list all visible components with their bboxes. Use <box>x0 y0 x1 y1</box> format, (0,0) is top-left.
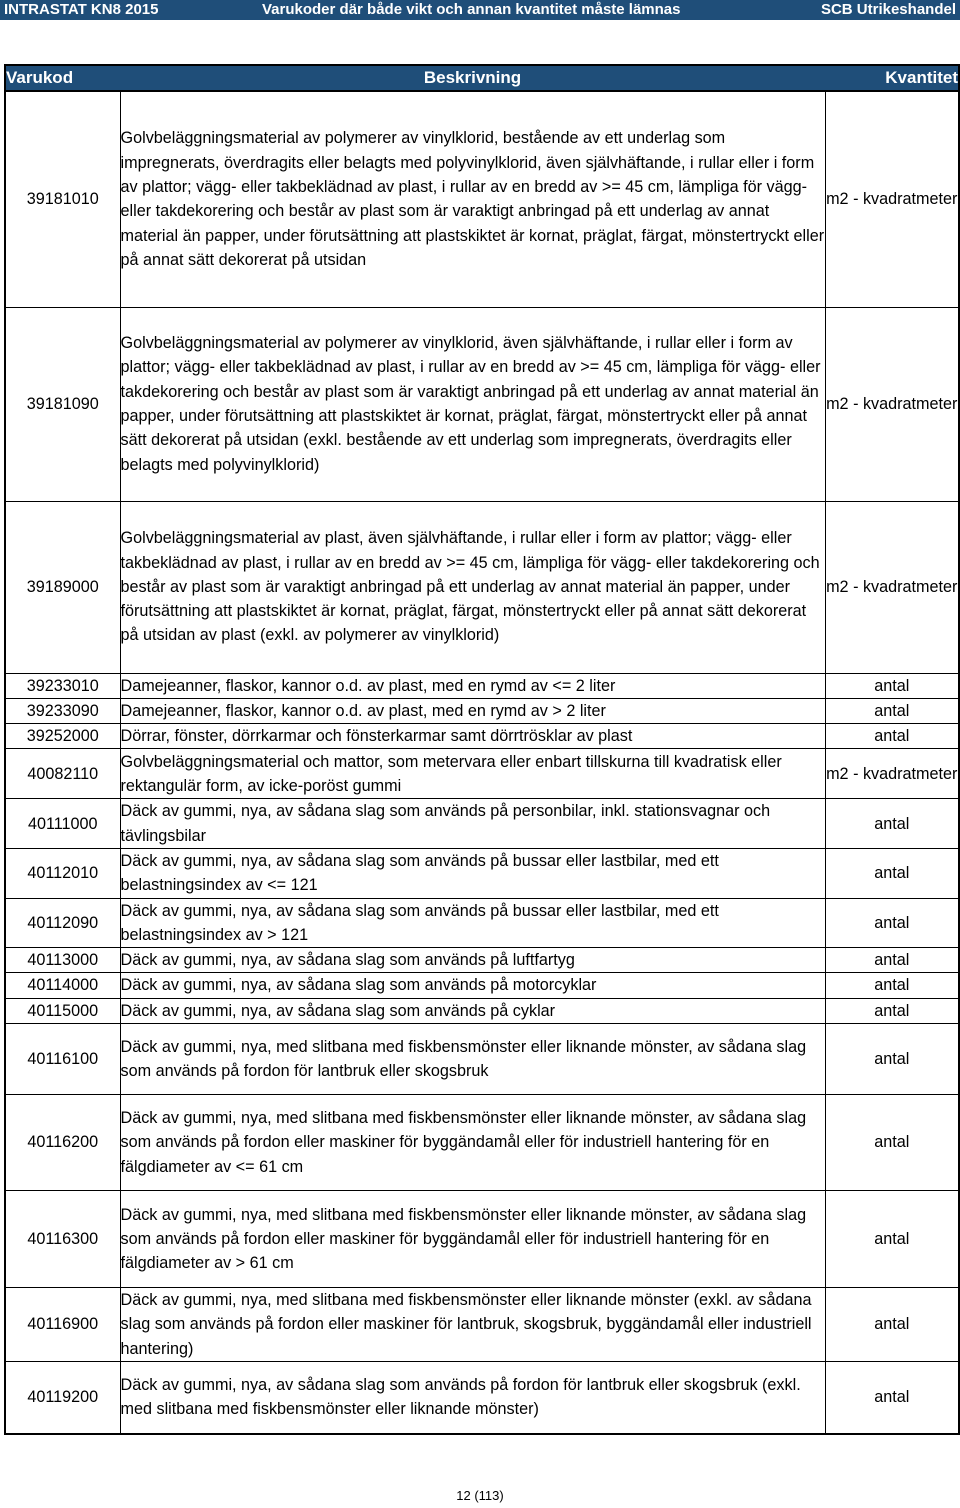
cell-quantity: antal <box>825 673 959 698</box>
cell-code: 40116100 <box>5 1024 120 1095</box>
table-row <box>5 501 959 673</box>
cell-quantity: antal <box>825 998 959 1023</box>
cell-quantity: antal <box>825 1024 959 1095</box>
table-row <box>5 307 959 501</box>
cell-description: Däck av gummi, nya, med slitbana med fiskbensmönster eller liknande mönster (exkl. av sådana slag som används på fordon eller maskiner för lantbruk, skogsbruk, byggändamål eller industriell hantering) <box>120 1288 825 1362</box>
cell-code: 40116900 <box>5 1288 120 1362</box>
table-row <box>5 91 959 307</box>
column-header-kvantitet: Kvantitet <box>825 65 959 91</box>
table-row <box>5 1362 959 1434</box>
cell-code: 39233090 <box>5 698 120 723</box>
cell-quantity: m2 - kvadratmeter <box>825 91 959 307</box>
cell-quantity: antal <box>825 1362 959 1434</box>
cell-code: 40114000 <box>5 973 120 998</box>
cell-code: 39233010 <box>5 673 120 698</box>
cell-description: Golvbeläggningsmaterial och mattor, som metervara eller enbart tillskurna till kvadratisk eller rektangulär form, av icke-poröst gummi <box>120 749 825 799</box>
cell-description: Golvbeläggningsmaterial av polymerer av vinylklorid, bestående av ett underlag som impregnerats, överdragits eller belagts med polyvinylklorid, även självhäftande, i rullar eller i form av plattor; vägg- eller takbeklädnad av plast, i rullar av en bredd av >= 45 cm, lämpliga för vägg- eller takdekorering och består av plast som är varaktigt anbringad på ett underlag av annat material än papper, under förutsättning att plastskiktet är kornat, präglat, färgat, mönstertryckt eller på annat sätt dekorerat på utsidan <box>120 91 825 307</box>
cell-quantity: m2 - kvadratmeter <box>825 749 959 799</box>
cell-description: Däck av gummi, nya, av sådana slag som används på bussar eller lastbilar, med ett belastningsindex av <= 121 <box>120 848 825 898</box>
cell-code: 40113000 <box>5 948 120 973</box>
cell-code: 40116200 <box>5 1095 120 1191</box>
cell-code: 40119200 <box>5 1362 120 1434</box>
cell-description: Damejeanner, flaskor, kannor o.d. av plast, med en rymd av <= 2 liter <box>120 673 825 698</box>
header-title: Varukoder där både vikt och annan kvantitet måste lämnas <box>262 1 681 18</box>
cell-quantity: m2 - kvadratmeter <box>825 501 959 673</box>
cell-description: Golvbeläggningsmaterial av plast, även självhäftande, i rullar eller i form av plattor; vägg- eller takbeklädnad av plast, i rullar av en bredd av >= 45 cm, lämpliga för vägg- eller takdekorering och består av plast som är varaktigt anbringad på ett underlag av annat material än papper, under förutsättning att plastskiktet är kornat, präglat, färgat, mönstertryckt eller på annat sätt dekorerat på utsidan av plast (exkl. av polymerer av vinylklorid) <box>120 501 825 673</box>
column-header-beskrivning: Beskrivning <box>120 65 825 91</box>
table-row <box>5 673 959 698</box>
cell-quantity: antal <box>825 724 959 749</box>
page-number: 12 (113) <box>456 1488 504 1503</box>
cell-quantity: antal <box>825 1191 959 1288</box>
cell-code: 39189000 <box>5 501 120 673</box>
cell-quantity: m2 - kvadratmeter <box>825 307 959 501</box>
table-row <box>5 848 959 898</box>
cell-quantity: antal <box>825 1095 959 1191</box>
table-row <box>5 1095 959 1191</box>
cell-quantity: antal <box>825 848 959 898</box>
table-row <box>5 749 959 799</box>
cell-description: Däck av gummi, nya, av sådana slag som används på fordon för lantbruk eller skogsbruk (exkl. med slitbana med fiskbensmönster eller liknande mönster) <box>120 1376 801 1419</box>
cell-description: Däck av gummi, nya, med slitbana med fiskbensmönster eller liknande mönster, av sådana slag som används på fordon för lantbruk eller skogsbruk <box>120 1024 825 1095</box>
cell-description: Däck av gummi, nya, av sådana slag som används på motorcyklar <box>120 973 825 998</box>
header-right: SCB Utrikeshandel <box>820 1 956 18</box>
table-row <box>5 998 959 1023</box>
cell-code: 40116300 <box>5 1191 120 1288</box>
table-header-row <box>5 65 959 91</box>
cell-quantity: antal <box>825 698 959 723</box>
cell-code: 40082110 <box>5 749 120 799</box>
cell-code: 39252000 <box>5 724 120 749</box>
cell-quantity: antal <box>825 973 959 998</box>
cell-description: Däck av gummi, nya, av sådana slag som används på bussar eller lastbilar, med ett belastningsindex av > 121 <box>120 898 825 948</box>
column-header-varukod: Varukod <box>5 65 120 91</box>
cell-description: Damejeanner, flaskor, kannor o.d. av plast, med en rymd av > 2 liter <box>120 698 825 723</box>
cell-code: 40112010 <box>5 848 120 898</box>
cell-code: 40112090 <box>5 898 120 948</box>
cell-quantity: antal <box>825 1288 959 1362</box>
cell-quantity: antal <box>825 799 959 849</box>
table-row <box>5 973 959 998</box>
header-left: INTRASTAT KN8 2015 <box>4 1 159 18</box>
table-row <box>5 1288 959 1362</box>
cell-code: 40115000 <box>5 998 120 1023</box>
cell-description: Golvbeläggningsmaterial av polymerer av vinylklorid, även självhäftande, i rullar eller i form av plattor; vägg- eller takbeklädnad av plast, i rullar av en bredd av >= 45 cm, lämpliga för vägg- eller takdekorering och består av plast som är varaktigt anbringad på ett underlag av annat material än papper, under förutsättning att plastskiktet är kornat, präglat, färgat, mönstertryckt eller på annat sätt dekorerat på utsidan (exkl. bestående av ett underlag som impregnerats, överdragits eller belagts med polyvinylklorid) <box>120 307 825 501</box>
cell-description: Dörrar, fönster, dörrkarmar och fönsterkarmar samt dörrtrösklar av plast <box>120 724 825 749</box>
cell-description: Däck av gummi, nya, med slitbana med fiskbensmönster eller liknande mönster, av sådana slag som används på fordon eller maskiner för byggändamål eller för industriell hantering för en fälgdiameter av > 61 cm <box>120 1191 825 1288</box>
cell-code: 40111000 <box>5 799 120 849</box>
cell-description: Däck av gummi, nya, av sådana slag som används på cyklar <box>120 998 825 1023</box>
table-row <box>5 1191 959 1288</box>
cell-quantity: antal <box>825 948 959 973</box>
cell-code: 39181010 <box>5 91 120 307</box>
cell-code: 39181090 <box>5 307 120 501</box>
cell-description: Däck av gummi, nya, av sådana slag som används på luftfartyg <box>120 948 825 973</box>
cell-quantity: antal <box>825 898 959 948</box>
cell-description: Däck av gummi, nya, med slitbana med fiskbensmönster eller liknande mönster, av sådana slag som används på fordon eller maskiner för byggändamål eller för industriell hantering för en fälgdiameter av <= 61 cm <box>120 1095 825 1191</box>
table-row <box>5 948 959 973</box>
page-header <box>0 0 960 20</box>
table-row <box>5 724 959 749</box>
commodity-table <box>4 64 960 1435</box>
cell-description: Däck av gummi, nya, av sådana slag som används på personbilar, inkl. stationsvagnar och tävlingsbilar <box>120 799 825 849</box>
table-row <box>5 698 959 723</box>
table-row <box>5 799 959 849</box>
table-row <box>5 1024 959 1095</box>
table-row <box>5 898 959 948</box>
